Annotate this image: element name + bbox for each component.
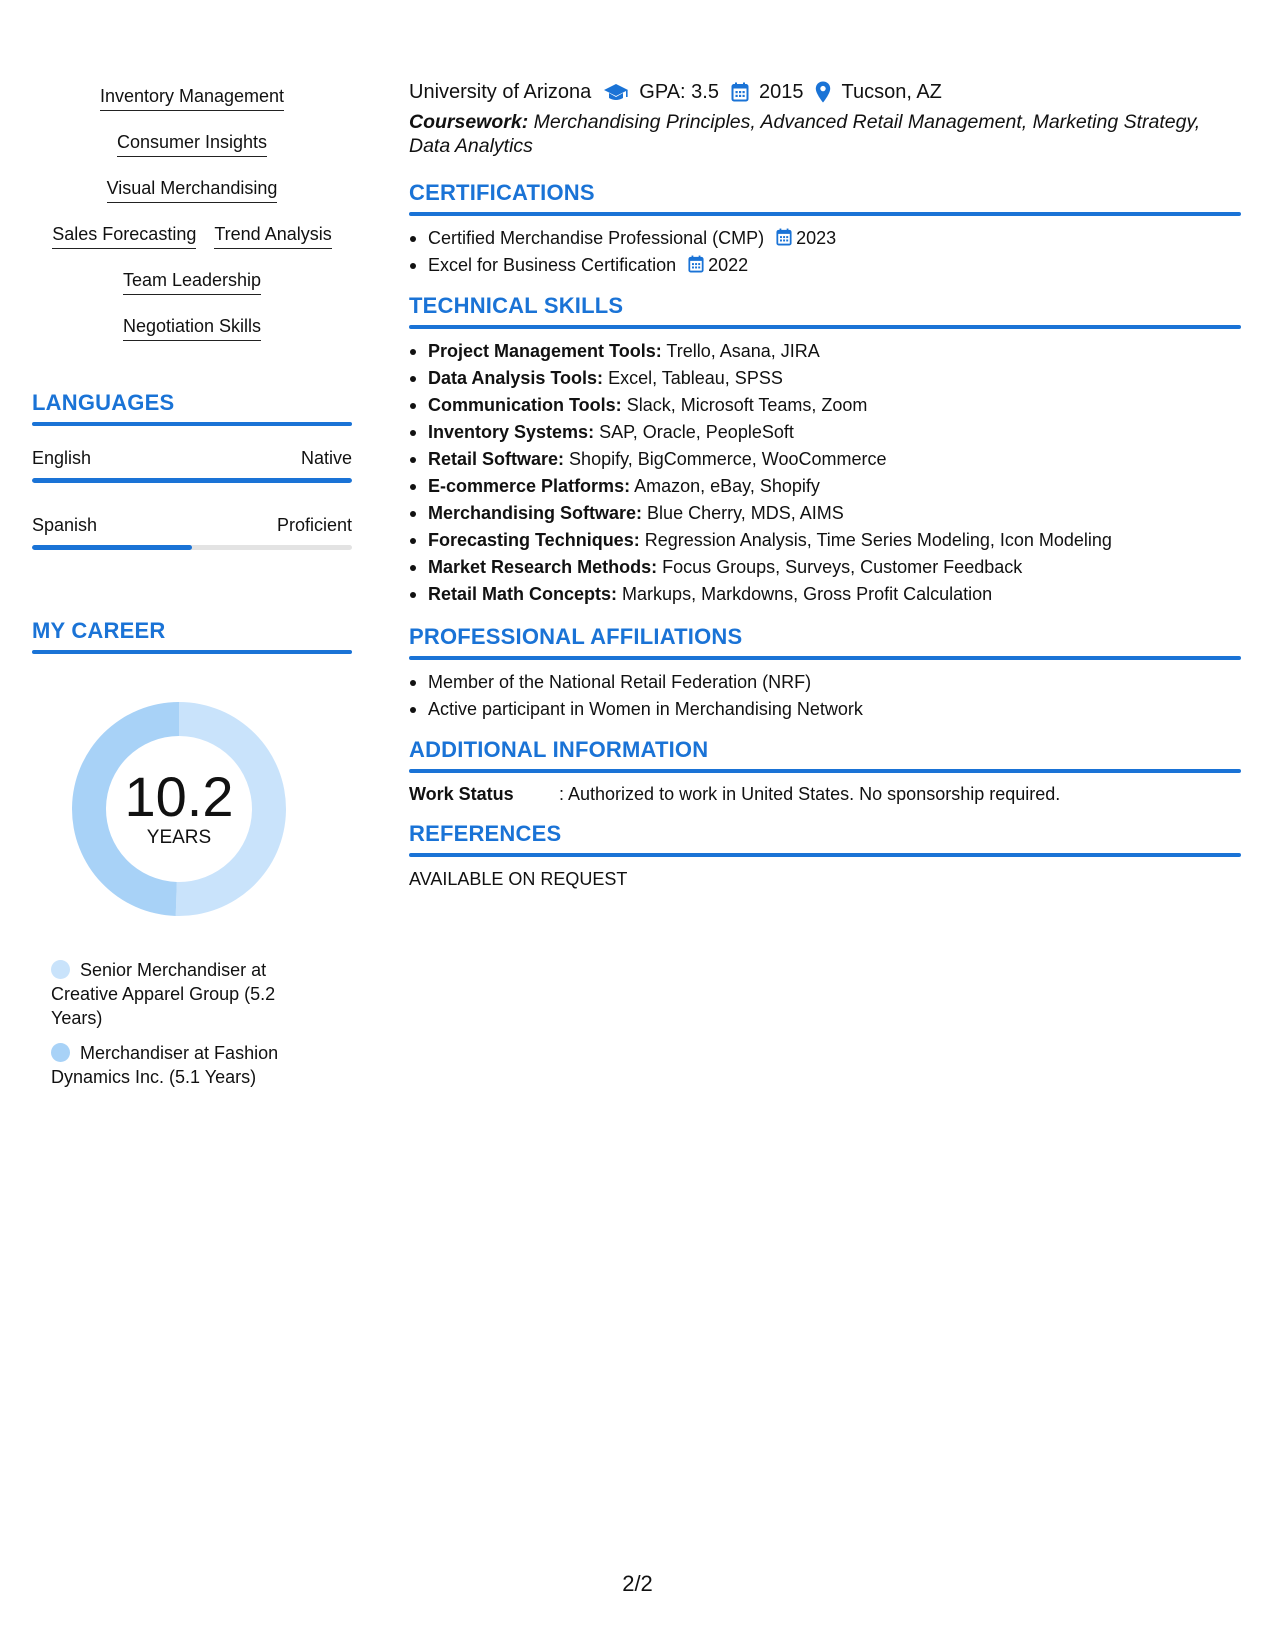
- legend-label: Senior Merchandiser at Creative Apparel Group (5.2 Years): [51, 960, 276, 1028]
- language-level: Native: [300, 448, 352, 468]
- skill-tag: Negotiation Skills: [123, 314, 261, 341]
- skill-values: Slack, Microsoft Teams, Zoom: [626, 395, 868, 415]
- skill-tag: Inventory Management: [100, 84, 284, 111]
- references-text: AVAILABLE ON REQUEST: [409, 869, 628, 889]
- list-item: Active participant in Women in Merchandising Network: [409, 696, 1241, 723]
- language-level: Proficient: [276, 515, 352, 535]
- calendar-icon: [776, 228, 792, 246]
- info-label: Work Status: [409, 784, 514, 804]
- gpa: GPA: 3.5: [639, 81, 719, 103]
- list-item: [409, 473, 1241, 500]
- career-section: [32, 618, 352, 1089]
- skill-category: Market Research Methods:: [428, 557, 658, 577]
- skill-values: SAP, Oracle, PeopleSoft: [599, 422, 794, 442]
- list-item: [409, 500, 1241, 527]
- list-item: [409, 252, 1241, 279]
- list-item: [409, 554, 1241, 581]
- language-name: English: [32, 448, 92, 468]
- calendar-icon: [688, 255, 704, 273]
- technical-skills-list: [409, 338, 1241, 608]
- affiliations-section: [409, 624, 1241, 723]
- language-name: Spanish: [32, 515, 98, 535]
- legend-dot: [51, 1043, 70, 1062]
- list-item: [409, 365, 1241, 392]
- list-item: [409, 419, 1241, 446]
- list-item: [409, 527, 1241, 554]
- left-column: [32, 84, 352, 1100]
- info-value: : Authorized to work in United States. No sponsorship required.: [559, 784, 1061, 804]
- languages-section: [32, 390, 352, 550]
- skill-category: E-commerce Platforms:: [428, 476, 631, 496]
- section-title: LANGUAGES: [32, 390, 175, 415]
- skill-values: Shopify, BigCommerce, WooCommerce: [569, 449, 887, 469]
- coursework: [409, 110, 1241, 158]
- affiliations-list: [409, 669, 1241, 723]
- skill-values: Markups, Markdowns, Gross Profit Calculation: [622, 584, 993, 604]
- school-name: University of Arizona: [409, 81, 592, 103]
- skill-category: Communication Tools:: [428, 395, 622, 415]
- skill-category: Data Analysis Tools:: [428, 368, 604, 388]
- skill-values: Focus Groups, Surveys, Customer Feedback: [662, 557, 1023, 577]
- technical-skills-section: [409, 293, 1241, 608]
- certification-year: 2023: [796, 228, 837, 248]
- section-title: REFERENCES: [409, 821, 562, 846]
- graduation-cap-icon: [603, 82, 629, 102]
- skill-values: Excel, Tableau, SPSS: [608, 368, 783, 388]
- skill-category: Forecasting Techniques:: [428, 530, 640, 550]
- skill-values: Trello, Asana, JIRA: [666, 341, 820, 361]
- section-divider: [32, 650, 352, 654]
- references-section: [409, 821, 1241, 890]
- career-legend: [51, 958, 301, 1089]
- language-level-bar: [32, 478, 352, 483]
- info-row: [409, 781, 1241, 807]
- right-column: [409, 79, 1241, 890]
- list-item: [409, 581, 1241, 608]
- section-divider: [409, 853, 1241, 857]
- education-line: [409, 79, 1241, 105]
- language-level-fill: [32, 478, 352, 483]
- calendar-icon: [731, 82, 749, 102]
- school-location: Tucson, AZ: [841, 81, 942, 103]
- legend-dot: [51, 960, 70, 979]
- legend-item: [51, 1041, 301, 1089]
- skill-values: Regression Analysis, Time Series Modeling, Icon Modeling: [644, 530, 1112, 550]
- section-title: ADDITIONAL INFORMATION: [409, 737, 709, 762]
- skill-tag: Trend Analysis: [214, 222, 331, 249]
- coursework-list: Merchandising Principles, Advanced Retail Management, Marketing Strategy, Data Analytics: [409, 111, 1201, 157]
- section-divider: [409, 325, 1241, 329]
- skill-values: Blue Cherry, MDS, AIMS: [647, 503, 844, 523]
- page-number: 2/2: [622, 1571, 653, 1596]
- list-item: [409, 225, 1241, 252]
- certification-year: 2022: [708, 255, 749, 275]
- section-title: PROFESSIONAL AFFILIATIONS: [409, 624, 743, 649]
- skill-tag: Visual Merchandising: [107, 176, 278, 203]
- section-divider: [409, 769, 1241, 773]
- skill-tag: Sales Forecasting: [52, 222, 196, 249]
- list-item: [409, 446, 1241, 473]
- legend-item: [51, 958, 301, 1030]
- certification-name: Excel for Business Certification: [428, 255, 677, 275]
- graduation-year: 2015: [758, 81, 804, 103]
- total-years-unit: YEARS: [146, 827, 212, 848]
- legend-label: Merchandiser at Fashion Dynamics Inc. (5.1 Years): [51, 1043, 279, 1087]
- section-title: TECHNICAL SKILLS: [409, 293, 624, 318]
- section-divider: [409, 656, 1241, 660]
- skill-category: Merchandising Software:: [428, 503, 643, 523]
- section-divider: [32, 422, 352, 426]
- coursework-label: Coursework:: [409, 111, 529, 133]
- section-title: MY CAREER: [32, 618, 166, 643]
- section-divider: [409, 212, 1241, 216]
- skill-category: Project Management Tools:: [428, 341, 662, 361]
- list-item: Member of the National Retail Federation (NRF): [409, 669, 1241, 696]
- certifications-list: [409, 225, 1241, 279]
- skill-category: Inventory Systems:: [428, 422, 595, 442]
- certification-name: Certified Merchandise Professional (CMP): [428, 228, 765, 248]
- list-item: [409, 392, 1241, 419]
- total-years-value: 10.2: [124, 765, 234, 828]
- language-level-bar: [32, 545, 352, 550]
- language-row: [32, 515, 352, 536]
- language-row: [32, 448, 352, 469]
- skill-tag: Consumer Insights: [117, 130, 267, 157]
- skill-values: Amazon, eBay, Shopify: [634, 476, 820, 496]
- section-title: CERTIFICATIONS: [409, 180, 595, 205]
- additional-info-section: [409, 737, 1241, 807]
- location-pin-icon: [815, 81, 831, 103]
- skill-tags: [32, 84, 352, 360]
- list-item: [409, 338, 1241, 365]
- language-level-fill: [32, 545, 192, 550]
- skill-tag: Team Leadership: [123, 268, 261, 295]
- skill-category: Retail Math Concepts:: [428, 584, 618, 604]
- donut-center: [66, 696, 292, 922]
- skill-category: Retail Software:: [428, 449, 565, 469]
- certifications-section: [409, 180, 1241, 279]
- career-donut-chart: [66, 696, 292, 922]
